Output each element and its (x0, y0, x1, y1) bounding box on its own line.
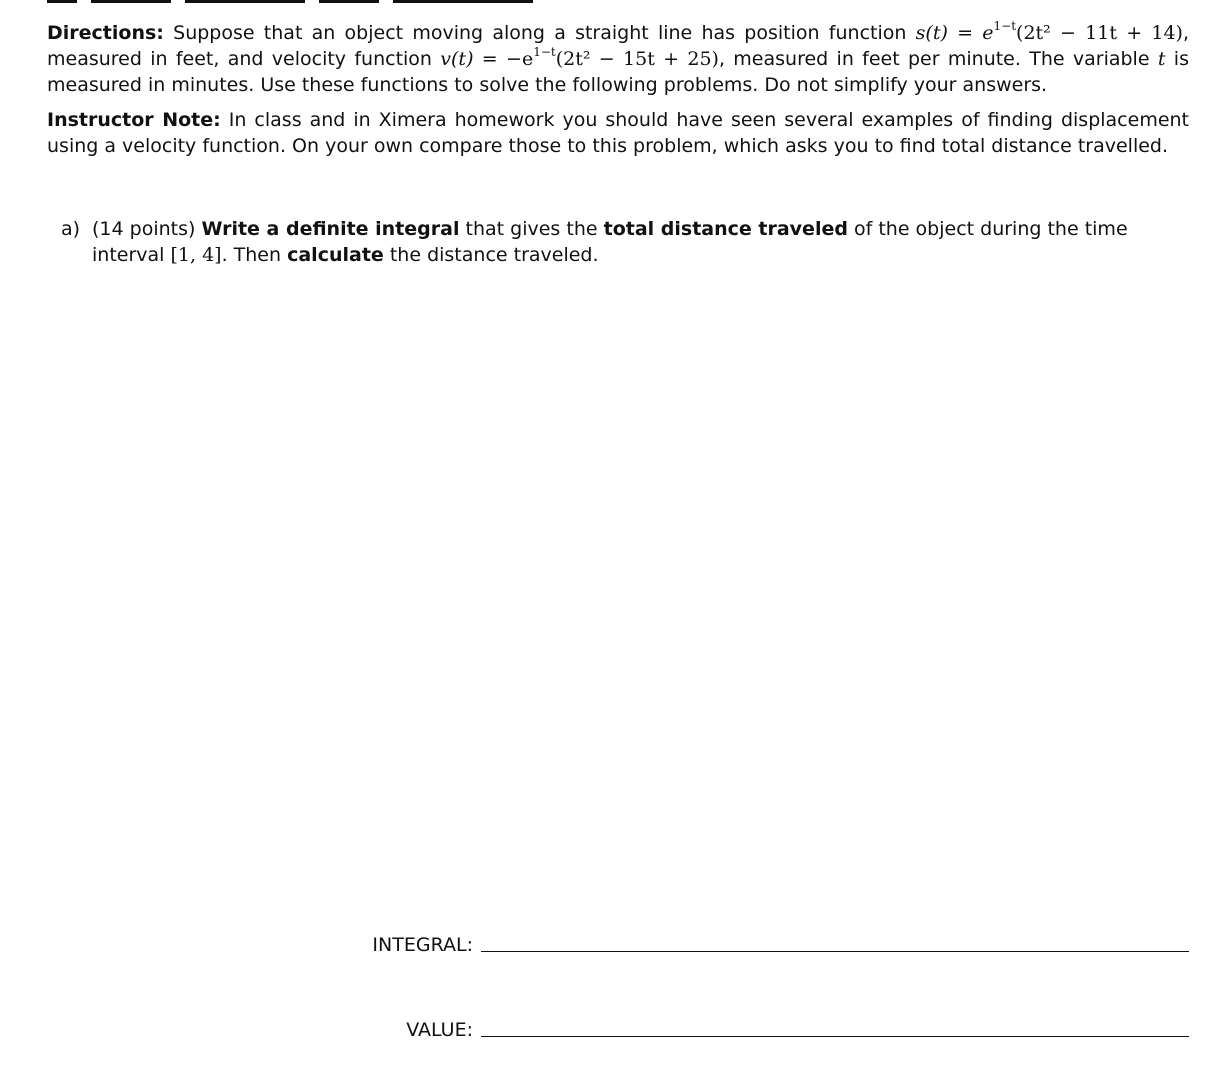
problem-bold-2: total distance traveled (603, 218, 848, 240)
page-content (47, 20, 1189, 159)
directions-paragraph (47, 20, 1189, 98)
instructor-note-text: In class and in Ximera homework you should have seen several examples of finding displacement using a velocity function. On your own compare those to this problem, which asks you to find total distance travelled. (47, 109, 1190, 157)
time-variable: t (1157, 48, 1166, 70)
instructor-note-paragraph (47, 107, 1189, 159)
integral-answer-row (372, 934, 1189, 956)
position-polynomial: (2t² − 11t + 14) (1016, 22, 1183, 44)
directions-text-4: is measured in minutes. Use these functions to solve the following problems. Do not simplify your answers. (47, 48, 1189, 96)
velocity-function: v(t) (440, 48, 474, 70)
exponent: 1−t (993, 18, 1017, 33)
neg-exp-base: = −e (473, 48, 534, 70)
problem-text-1: that gives the (465, 218, 598, 240)
position-function: s(t) (915, 22, 948, 44)
integral-answer-line[interactable] (481, 950, 1189, 952)
cropped-heading (47, 0, 747, 4)
problem-text-4: the distance traveled. (389, 244, 599, 266)
integral-label: INTEGRAL: (372, 934, 473, 956)
problem-text-2: of the object during the time interval (92, 218, 1128, 266)
instructor-note-label: Instructor Note: (47, 109, 221, 131)
directions-label: Directions: (47, 22, 164, 44)
equals-sign: = (947, 22, 983, 44)
directions-text-2: , measured in feet, and velocity function (47, 22, 1190, 70)
value-label: VALUE: (406, 1019, 473, 1041)
problem-text-3: . Then (221, 244, 282, 266)
velocity-polynomial: (2t² − 15t + 25) (555, 48, 719, 70)
problem-marker: a) (61, 218, 81, 240)
exp-base: e (982, 22, 994, 44)
time-interval: [1, 4] (170, 244, 222, 266)
problem-points: (14 points) (92, 218, 196, 240)
value-answer-row (406, 1019, 1189, 1041)
directions-text-1: Suppose that an object moving along a straight line has position function (173, 22, 907, 44)
problem-bold-3: calculate (287, 244, 384, 266)
problem-a (61, 216, 1189, 268)
problem-bold-1: Write a definite integral (201, 218, 460, 240)
directions-text-3: , measured in feet per minute. The variable (718, 48, 1150, 70)
problem-a-text (92, 216, 1189, 268)
value-answer-line[interactable] (481, 1035, 1189, 1037)
velocity-exponent: 1−t (533, 44, 556, 59)
